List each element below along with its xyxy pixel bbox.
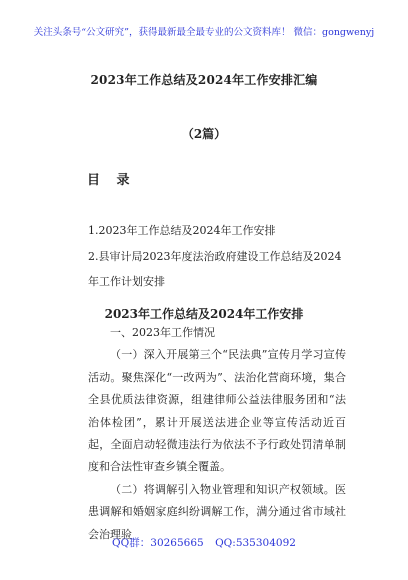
body-heading: 一、2023年工作情况 [110, 326, 215, 339]
qq-group-number: QQ群：30265665 [112, 537, 204, 549]
header-note: 关注头条号“公文研究”，获得最新最全最专业的公文资料库！ 微信：gongwenyj [33, 27, 375, 38]
body-text [88, 322, 346, 546]
body-paragraph-1: （一）深入开展第三个“民法典”宣传月学习宣传活动。聚焦深化“一改两为”、法治化营商环境，集合全县优质法律资源，组建律师公益法律服务团和“法治体检团”，累计开展送法进企业等宣传活动近百起，全面启动轻微违法行为依法不予行政处罚清单制度和合法性审查乡镇全覆盖。 [88, 348, 346, 474]
document-title: 2023年工作总结及2024年工作安排汇编 [90, 73, 318, 87]
section-title: 2023年工作总结及2024年工作安排 [104, 307, 304, 321]
toc-item-2: 2.县审计局2023年度法治政府建设工作总结及2024年工作计划安排 [88, 250, 342, 288]
document-subtitle: （2篇） [181, 127, 227, 141]
body-paragraph-2: （二）将调解引入物业管理和知识产权领域。医患调解和婚姻家庭纠纷调解工作，满分通过省市域社会治理验 [88, 482, 346, 541]
toc-heading: 目 录 [87, 173, 136, 188]
footer-contact [0, 535, 408, 550]
qq-number: QQ:535304092 [215, 537, 296, 549]
toc-item-1: 1.2023年工作总结及2024年工作安排 [88, 224, 276, 237]
table-of-contents [88, 218, 346, 294]
